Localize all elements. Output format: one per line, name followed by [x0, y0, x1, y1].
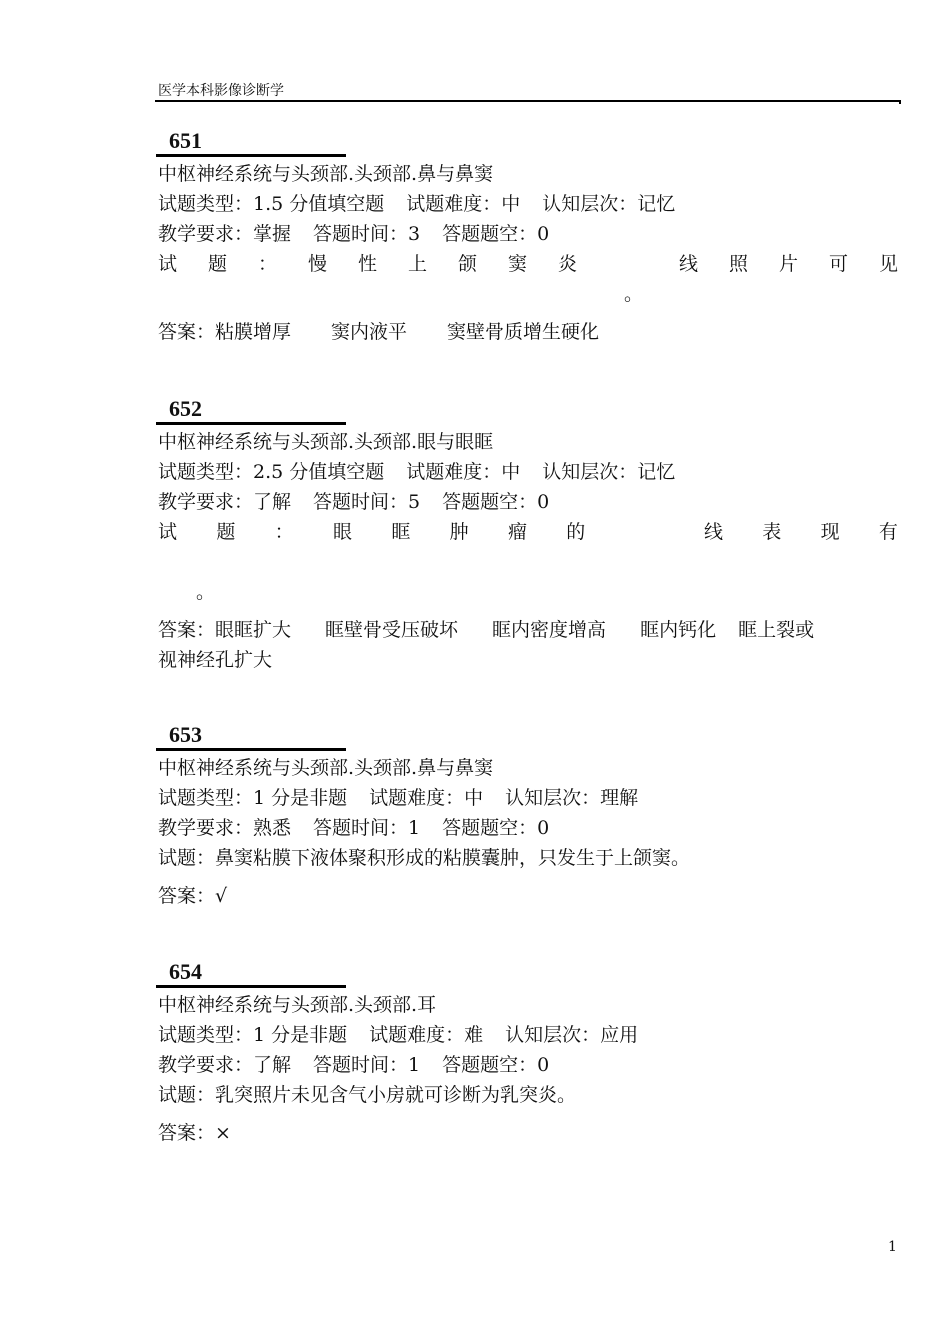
question-stem: 试题：乳突照片未见含气小房就可诊断为乳突炎。	[158, 1084, 577, 1106]
stem-end: 。	[196, 581, 216, 603]
answer-line	[158, 881, 898, 911]
question-number: 653	[169, 722, 202, 747]
stem-char: 线	[678, 253, 698, 275]
stem-char: 窦	[508, 253, 528, 275]
question-type-line	[158, 783, 898, 813]
stem-char: 性	[358, 253, 378, 275]
stem-end: 。	[624, 283, 644, 305]
question-difficulty: 试题难度：中	[369, 787, 484, 809]
question-category: 中枢神经系统与头颈部.头颈部.耳	[158, 994, 437, 1016]
teaching-requirement: 教学要求：了解	[158, 491, 292, 513]
question-type: 试题类型：1 分是非题	[158, 1024, 348, 1046]
question-type-line	[158, 189, 898, 219]
answer-value: √	[215, 885, 228, 907]
answer-label: 答案：	[158, 619, 216, 641]
question-stem	[158, 517, 898, 547]
answer-blanks: 答题题空：0	[442, 223, 550, 245]
stem-char: 片	[778, 253, 798, 275]
stem-char: ：	[274, 521, 294, 543]
question-651	[158, 128, 898, 347]
answer-continuation: 视神经孔扩大	[158, 649, 273, 671]
stem-char: 可	[828, 253, 848, 275]
question-type: 试题类型：1 分是非题	[158, 787, 348, 809]
question-type-line	[158, 457, 898, 487]
question-category: 中枢神经系统与头颈部.头颈部.眼与眼眶	[158, 431, 494, 453]
question-difficulty: 试题难度：中	[406, 461, 521, 483]
stem-char: 肿	[449, 521, 469, 543]
answer-time: 答题时间：5	[313, 491, 421, 513]
question-difficulty: 试题难度：难	[369, 1024, 484, 1046]
question-cognitive-level: 认知层次：记忆	[542, 461, 676, 483]
answer-item: 眼眶扩大	[215, 619, 292, 641]
question-type-line	[158, 1020, 898, 1050]
question-type: 试题类型：1.5 分值填空题	[158, 193, 385, 215]
answer-time: 答题时间：1	[313, 1054, 421, 1076]
stem-blank	[625, 517, 665, 547]
teaching-requirement: 教学要求：了解	[158, 1054, 292, 1076]
stem-char: 表	[762, 521, 782, 543]
answer-line	[158, 615, 898, 645]
question-number-rule	[156, 422, 346, 425]
question-type: 试题类型：2.5 分值填空题	[158, 461, 385, 483]
question-stem: 试题：鼻窦粘膜下液体聚积形成的粘膜囊肿，只发生于上颌窦。	[158, 847, 691, 869]
answer-line	[158, 1118, 898, 1148]
stem-char: 试	[158, 521, 178, 543]
stem-char: 眶	[391, 521, 411, 543]
question-number-rule	[156, 154, 346, 157]
answer-time: 答题时间：1	[313, 817, 421, 839]
stem-char: 眼	[332, 521, 352, 543]
stem-char: ：	[258, 253, 278, 275]
question-653	[158, 722, 898, 911]
answer-item: 眶壁骨受压破坏	[325, 619, 459, 641]
stem-char: 颌	[458, 253, 478, 275]
teaching-requirement: 教学要求：熟悉	[158, 817, 292, 839]
answer-item: 窦壁骨质增生硬化	[447, 321, 600, 343]
question-number: 654	[169, 959, 202, 984]
question-number-rule	[156, 985, 346, 988]
page-number: 1	[888, 1239, 897, 1255]
question-cognitive-level: 认知层次：应用	[505, 1024, 639, 1046]
question-requirement-line	[158, 1050, 898, 1080]
answer-label: 答案：	[158, 885, 216, 907]
question-number-rule	[156, 748, 346, 751]
stem-char: 的	[566, 521, 586, 543]
header-rule-tick	[899, 100, 901, 104]
stem-char: 瘤	[507, 521, 527, 543]
teaching-requirement: 教学要求：掌握	[158, 223, 292, 245]
question-requirement-line	[158, 813, 898, 843]
answer-label: 答案：	[158, 321, 216, 343]
answer-blanks: 答题题空：0	[442, 491, 550, 513]
question-category: 中枢神经系统与头颈部.头颈部.鼻与鼻窦	[158, 163, 494, 185]
question-stem	[158, 249, 898, 279]
question-652	[158, 396, 898, 675]
stem-char: 题	[216, 521, 236, 543]
question-requirement-line	[158, 219, 898, 249]
stem-char: 见	[878, 253, 898, 275]
stem-char: 线	[703, 521, 723, 543]
answer-item: 窦内液平	[331, 321, 408, 343]
question-difficulty: 试题难度：中	[406, 193, 521, 215]
answer-item: 眶上裂或	[738, 619, 815, 641]
question-cognitive-level: 认知层次：理解	[505, 787, 639, 809]
question-654	[158, 959, 898, 1148]
answer-item: 粘膜增厚	[215, 321, 292, 343]
question-cognitive-level: 认知层次：记忆	[542, 193, 676, 215]
answer-blanks: 答题题空：0	[442, 817, 550, 839]
stem-char: 慢	[308, 253, 328, 275]
stem-char: 有	[878, 521, 898, 543]
header-rule	[155, 100, 901, 102]
stem-char: 现	[820, 521, 840, 543]
stem-blank	[608, 249, 648, 279]
stem-char: 试	[158, 253, 178, 275]
question-number: 652	[169, 396, 202, 421]
answer-value: ×	[215, 1122, 231, 1144]
stem-char: 炎	[558, 253, 578, 275]
stem-char: 照	[728, 253, 748, 275]
question-number: 651	[169, 128, 202, 153]
answer-label: 答案：	[158, 1122, 216, 1144]
stem-char: 上	[408, 253, 428, 275]
answer-time: 答题时间：3	[313, 223, 421, 245]
answer-item: 眶内密度增高	[492, 619, 607, 641]
question-requirement-line	[158, 487, 898, 517]
answer-line	[158, 317, 898, 347]
header-title: 医学本科影像诊断学	[158, 83, 284, 99]
stem-char: 题	[208, 253, 228, 275]
answer-blanks: 答题题空：0	[442, 1054, 550, 1076]
question-category: 中枢神经系统与头颈部.头颈部.鼻与鼻窦	[158, 757, 494, 779]
answer-item: 眶内钙化	[640, 619, 717, 641]
